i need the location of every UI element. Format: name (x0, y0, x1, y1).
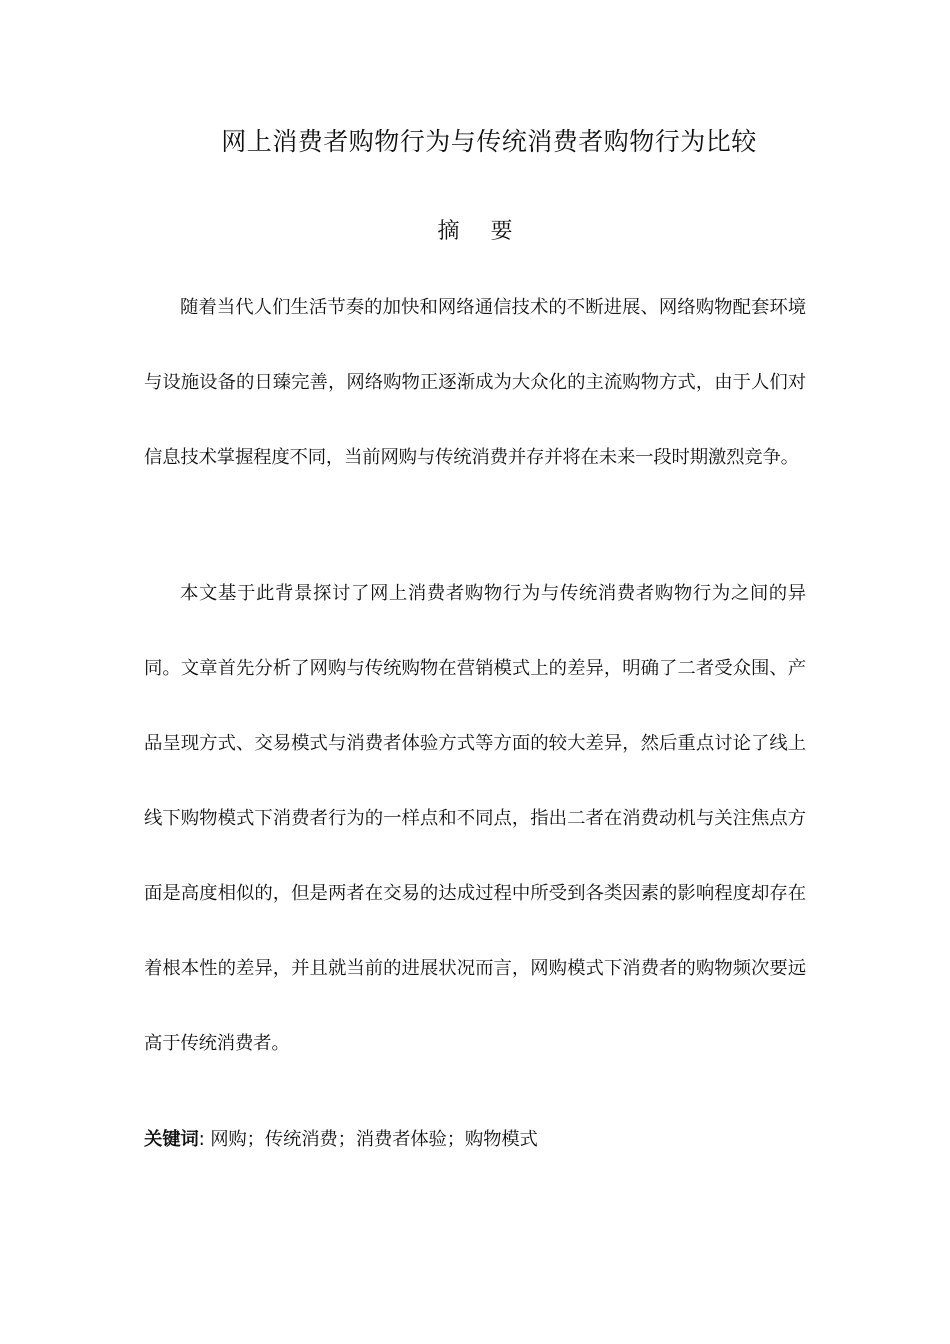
keywords-separator: : (198, 1129, 205, 1150)
keywords-line (144, 1122, 806, 1158)
keywords-label: 关键词 (144, 1129, 199, 1150)
page-title: 网上消费者购物行为与传统消费者购物行为比较 (221, 127, 757, 156)
abstract-paragraph-1: 随着当代人们生活节奏的加快和网络通信技术的不断进展、网络购物配套环境与设施设备的日臻完善，网络购物正逐渐成为大众化的主流购物方式，由于人们对信息技术掌握程度不同，当前网购与传统消费并存并将在未来一段时期激烈竞争。 (144, 297, 806, 468)
abstract-heading: 摘 要 (437, 219, 525, 244)
keywords-text: 网购；传统消费；消费者体验；购物模式 (210, 1129, 538, 1150)
abstract-paragraph-2: 本文基于此背景探讨了网上消费者购物行为与传统消费者购物行为之间的异同。文章首先分析了网购与传统购物在营销模式上的差异，明确了二者受众围、产品呈现方式、交易模式与消费者体验方式等方面的较大差异，然后重点讨论了线上线下购物模式下消费者行为的一样点和不同点，指出二者在消费动机与关注焦点方面是高度相似的，但是两者在交易的达成过程中所受到各类因素的影响程度却存在着根本性的差异，并且就当前的进展状况而言，网购模式下消费者的购物频次要远高于传统消费者。 (144, 583, 806, 1054)
